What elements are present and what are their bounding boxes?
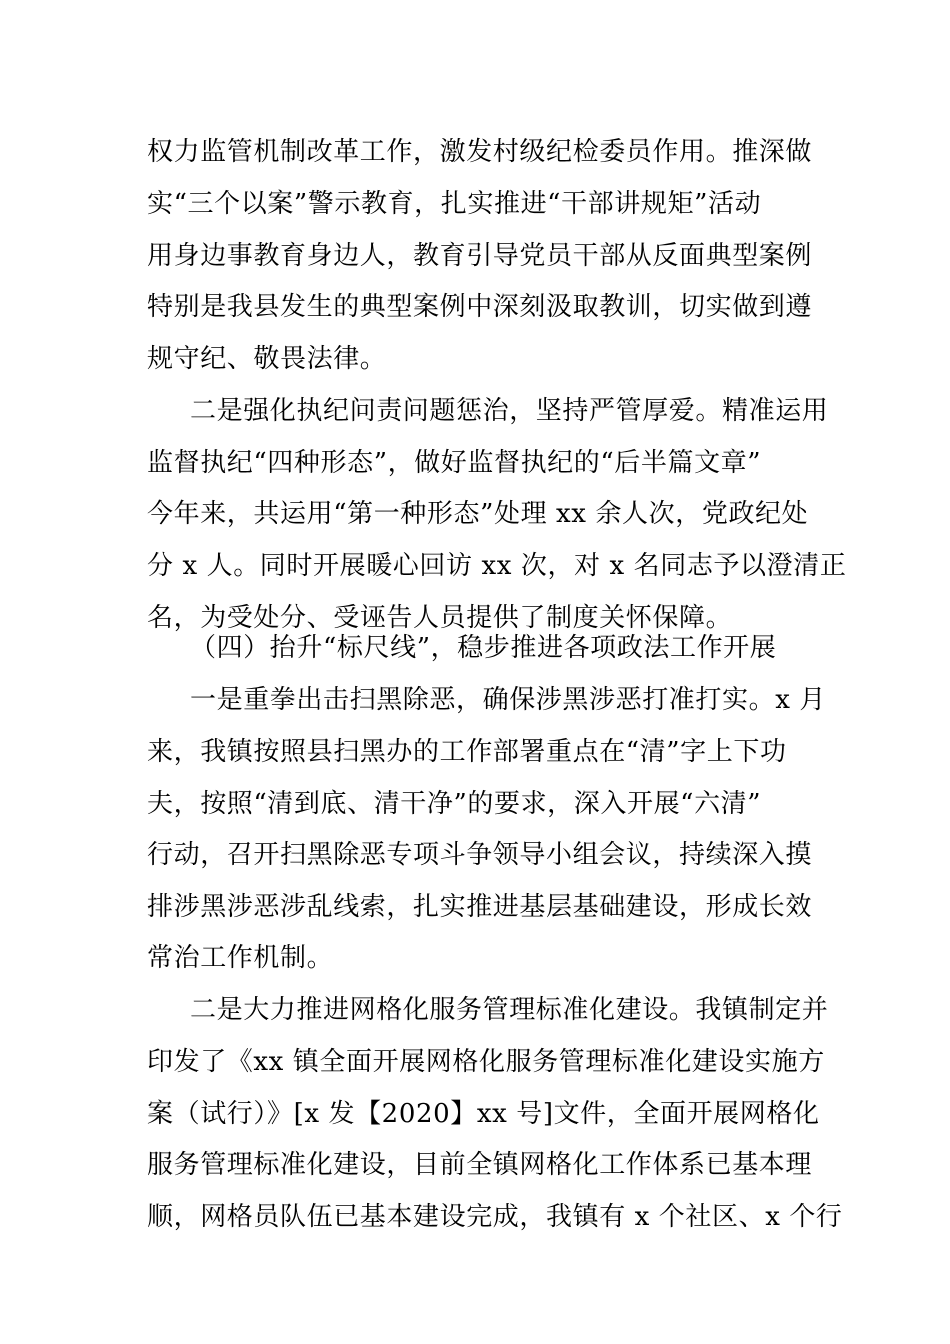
paragraph-line: 夫，按照“清到底、清干净”的要求，深入开展“六清” xyxy=(147,789,762,819)
paragraph-line: 一是重拳出击扫黑除恶，确保涉黑涉恶打准打实。x 月 xyxy=(190,685,826,715)
paragraph-line: 特别是我县发生的典型案例中深刻汲取教训，切实做到遵 xyxy=(147,292,813,322)
paragraph-line: 顺，网格员队伍已基本建设完成，我镇有 x 个社区、x 个行 xyxy=(147,1202,843,1232)
paragraph-line: 常治工作机制。 xyxy=(147,943,334,973)
paragraph-line: 名，为受处分、受诬告人员提供了制度关怀保障。 xyxy=(147,603,733,633)
section-heading: （四）抬升“标尺线”，稳步推进各项政法工作开展 xyxy=(190,633,777,663)
paragraph-line: 二是强化执纪问责问题惩治，坚持严管厚爱。精准运用 xyxy=(190,396,829,426)
paragraph-line: 排涉黑涉恶涉乱线索，扎实推进基层基础建设，形成长效 xyxy=(147,892,813,922)
paragraph-line: 用身边事教育身边人，教育引导党员干部从反面典型案例 xyxy=(147,241,813,271)
paragraph-line: 二是大力推进网格化服务管理标准化建设。我镇制定并 xyxy=(190,995,829,1025)
paragraph-line: 规守纪、敬畏法律。 xyxy=(147,344,387,374)
paragraph-line: 实“三个以案”警示教育，扎实推进“干部讲规矩”活动 xyxy=(147,189,762,219)
paragraph-line: 权力监管机制改革工作，激发村级纪检委员作用。推深做 xyxy=(147,137,813,167)
paragraph-line: 来，我镇按照县扫黑办的工作部署重点在“清”字上下功 xyxy=(147,737,787,767)
paragraph-line: 服务管理标准化建设，目前全镇网格化工作体系已基本理 xyxy=(147,1150,813,1180)
paragraph-line: 行动，召开扫黑除恶专项斗争领导小组会议，持续深入摸 xyxy=(147,840,813,870)
paragraph-line: 监督执纪“四种形态”，做好监督执纪的“后半篇文章” xyxy=(147,448,762,478)
paragraph-line: 印发了《xx 镇全面开展网格化服务管理标准化建设实施方 xyxy=(147,1047,825,1077)
paragraph-line: 案（试行）》[x 发【2020】xx 号]文件，全面开展网格化 xyxy=(147,1099,820,1129)
paragraph-line: 分 x 人。同时开展暖心回访 xx 次，对 x 名同志予以澄清正 xyxy=(147,551,847,581)
paragraph-line: 今年来，共运用“第一种形态”处理 xx 余人次，党政纪处 xyxy=(147,499,809,529)
